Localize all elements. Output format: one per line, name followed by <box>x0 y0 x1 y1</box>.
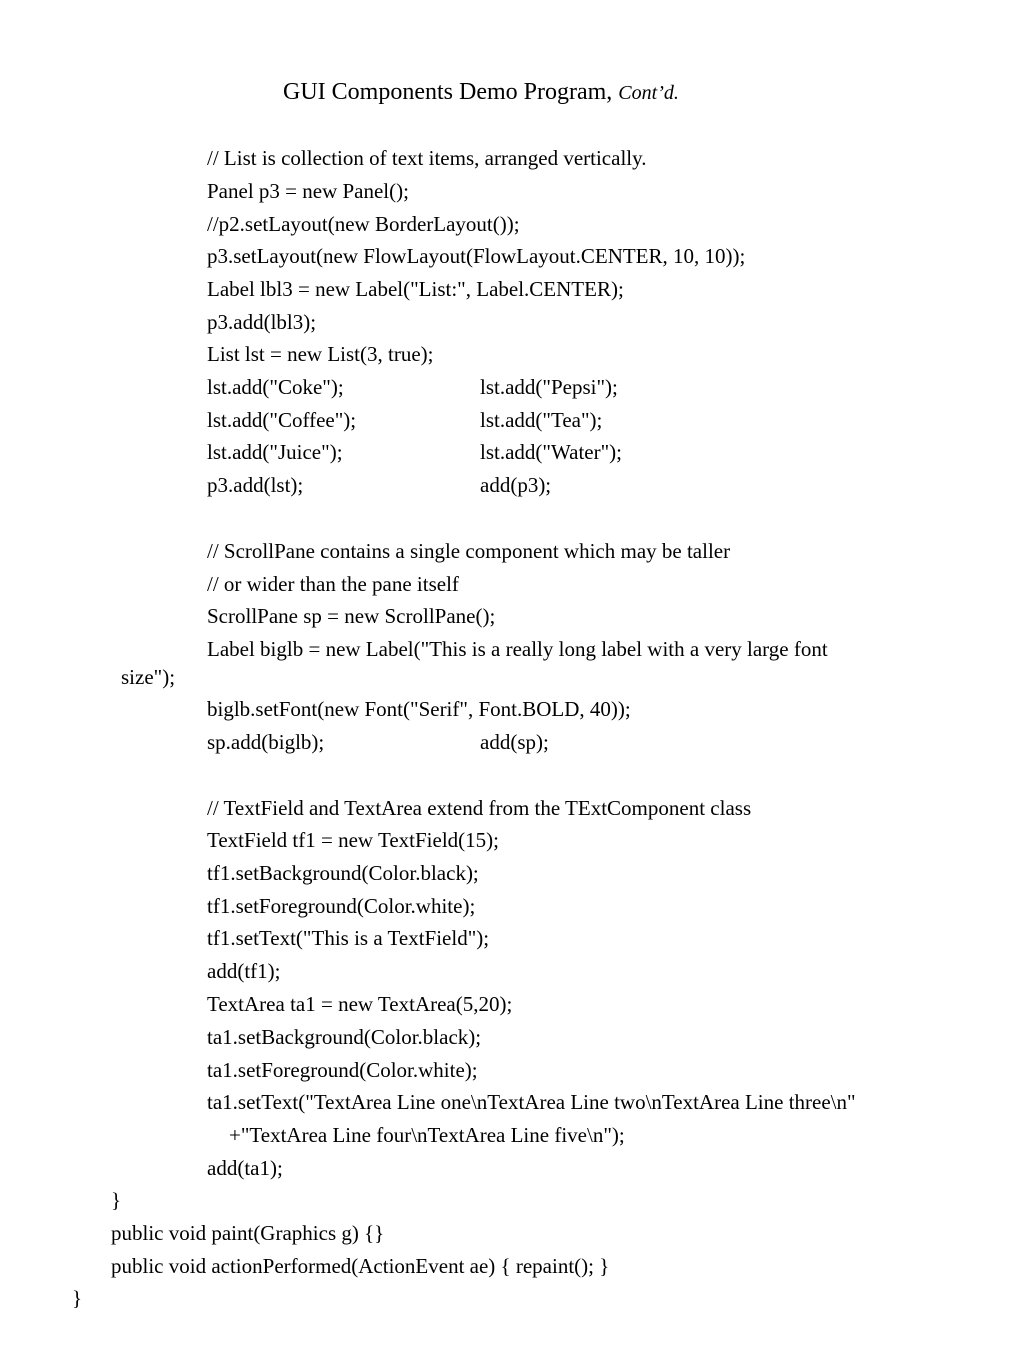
page-title <box>283 77 679 108</box>
code-line: add(tf1); <box>207 959 281 983</box>
title-main: GUI Components Demo Program, <box>283 79 619 105</box>
title-suffix: Cont’d. <box>618 82 679 104</box>
code-line: } <box>111 1188 122 1212</box>
code-line: ta1.setText("TextArea Line one\nTextArea Line two\nTextArea Line three\n" <box>207 1090 856 1114</box>
code-line: add(p3); <box>480 473 552 497</box>
code-line: public void actionPerformed(ActionEvent ae) { repaint(); } <box>111 1254 610 1278</box>
code-line: p3.setLayout(new FlowLayout(FlowLayout.CENTER, 10, 10)); <box>207 244 746 268</box>
code-line: biglb.setFont(new Font("Serif", Font.BOLD, 40)); <box>207 697 631 721</box>
code-line: +"TextArea Line four\nTextArea Line five\n"); <box>229 1123 625 1147</box>
code-line: // TextField and TextArea extend from the TExtComponent class <box>207 796 752 820</box>
code-line: ta1.setBackground(Color.black); <box>207 1025 482 1049</box>
code-line: // List is collection of text items, arranged vertically. <box>207 146 647 170</box>
code-line: ta1.setForeground(Color.white); <box>207 1058 478 1082</box>
code-line: // ScrollPane contains a single component which may be taller <box>207 539 731 563</box>
code-line: public void paint(Graphics g) {} <box>111 1221 385 1245</box>
code-line: Panel p3 = new Panel(); <box>207 179 409 203</box>
code-line: Label biglb = new Label("This is a really long label with a very large font <box>207 637 828 661</box>
code-line: List lst = new List(3, true); <box>207 342 434 366</box>
code-line: lst.add("Water"); <box>480 440 622 464</box>
code-line: TextField tf1 = new TextField(15); <box>207 828 499 852</box>
code-line: TextArea ta1 = new TextArea(5,20); <box>207 992 513 1016</box>
code-line: tf1.setForeground(Color.white); <box>207 894 476 918</box>
code-line: lst.add("Pepsi"); <box>480 375 618 399</box>
code-line: // or wider than the pane itself <box>207 572 459 596</box>
code-line: tf1.setBackground(Color.black); <box>207 861 479 885</box>
code-line: lst.add("Coke"); <box>207 375 344 399</box>
code-line: } <box>72 1286 83 1310</box>
code-line: tf1.setText("This is a TextField"); <box>207 926 490 950</box>
code-line: p3.add(lst); <box>207 473 304 497</box>
code-line: lst.add("Coffee"); <box>207 408 357 432</box>
code-line: sp.add(biglb); <box>207 730 325 754</box>
code-line: add(sp); <box>480 730 549 754</box>
code-line: //p2.setLayout(new BorderLayout()); <box>207 212 520 236</box>
code-line: lst.add("Juice"); <box>207 440 343 464</box>
code-line: Label lbl3 = new Label("List:", Label.CENTER); <box>207 277 624 301</box>
code-line: p3.add(lbl3); <box>207 310 317 334</box>
code-line: size"); <box>121 665 176 689</box>
code-line: add(ta1); <box>207 1156 283 1180</box>
code-line: lst.add("Tea"); <box>480 408 603 432</box>
code-line: ScrollPane sp = new ScrollPane(); <box>207 604 496 628</box>
